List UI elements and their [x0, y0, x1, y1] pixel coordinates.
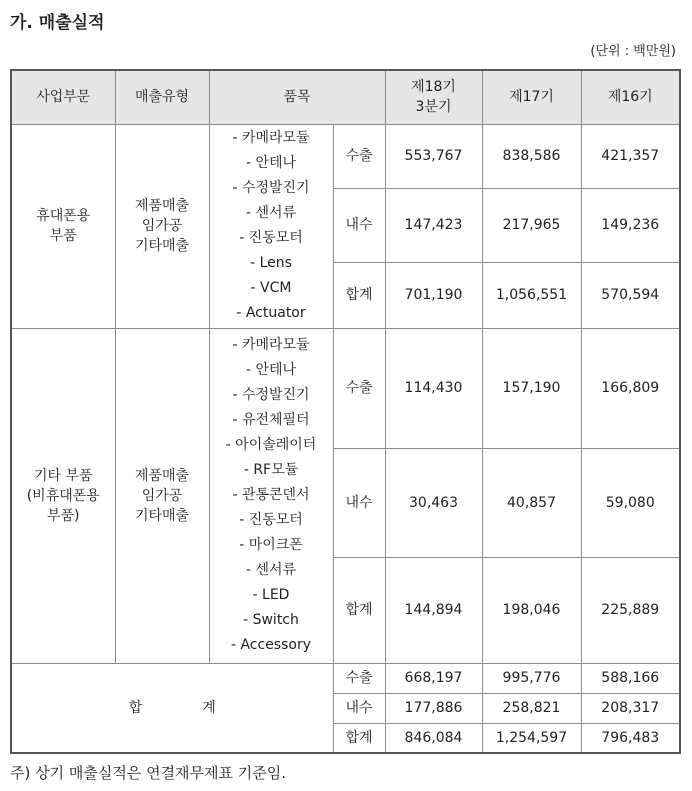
list-item: - 카메라모듈: [232, 130, 310, 146]
value-p16: 208,317: [581, 693, 680, 723]
value-p16: 421,357: [581, 124, 680, 188]
list-item: - 센서류: [245, 205, 297, 221]
row-label: 합계: [333, 262, 385, 328]
list-item: - 안테나: [245, 155, 297, 171]
list-item: - 안테나: [245, 362, 297, 378]
sales-type-cell: [115, 328, 209, 663]
table-row: [11, 124, 680, 188]
total-label-right: 계: [202, 699, 216, 716]
list-item: - Accessory: [230, 637, 312, 653]
list-item: - 진동모터: [239, 230, 303, 246]
total-label-cell: [11, 663, 333, 753]
list-item: - 카메라모듈: [232, 337, 310, 353]
row-label: 합계: [333, 557, 385, 663]
unit-label: (단위 : 백만원): [590, 44, 676, 59]
total-label-left: 합: [128, 699, 143, 716]
table-row: [11, 663, 680, 693]
value-p17: 838,586: [482, 124, 581, 188]
header-segment: 사업부문: [11, 70, 115, 124]
header-p18: [385, 70, 482, 124]
row-label: 내수: [333, 693, 385, 723]
value-p18: 144,894: [385, 557, 482, 663]
segment-cell: [11, 328, 115, 663]
value-p18: 147,423: [385, 188, 482, 262]
value-p18: 114,430: [385, 328, 482, 448]
value-p18: 30,463: [385, 448, 482, 557]
value-p16: 166,809: [581, 328, 680, 448]
type-line: 임가공: [141, 218, 183, 234]
row-label: 수출: [333, 663, 385, 693]
list-item: - 수정발진기: [232, 387, 310, 403]
type-line: 기타매출: [134, 238, 190, 254]
list-item: - 아이솔레이터: [225, 437, 317, 453]
value-p16: 149,236: [581, 188, 680, 262]
value-p16: 225,889: [581, 557, 680, 663]
list-item: - 유전체필터: [232, 412, 310, 428]
section-title: 가. 매출실적: [10, 13, 105, 33]
value-p18: 668,197: [385, 663, 482, 693]
value-p16: 570,594: [581, 262, 680, 328]
header-p18-line1: 제18기: [411, 79, 456, 96]
items-cell: [209, 124, 333, 328]
value-p16: 588,166: [581, 663, 680, 693]
row-label: 수출: [333, 124, 385, 188]
list-item: - Switch: [243, 612, 299, 628]
list-item: - 마이크폰: [239, 537, 303, 553]
sales-table: [10, 69, 681, 754]
row-label: 합계: [333, 723, 385, 753]
segment-line: 부품: [49, 228, 77, 244]
value-p17: 40,857: [482, 448, 581, 557]
value-p18: 846,084: [385, 723, 482, 753]
sales-type-cell: [115, 124, 209, 328]
type-line: 임가공: [141, 487, 183, 504]
header-p16: 제16기: [581, 70, 680, 124]
value-p17: 217,965: [482, 188, 581, 262]
header-p17: 제17기: [482, 70, 581, 124]
footnote: 주) 상기 매출실적은 연결재무제표 기준임.: [10, 764, 287, 782]
value-p18: 553,767: [385, 124, 482, 188]
row-label: 수출: [333, 328, 385, 448]
list-item: - 관통콘덴서: [232, 487, 310, 503]
list-item: - Actuator: [236, 305, 306, 321]
header-p18-line2: 3분기: [415, 99, 452, 116]
list-item: - RF모듈: [243, 462, 299, 478]
list-item: - LED: [252, 587, 290, 603]
list-item: - VCM: [250, 280, 292, 296]
segment-cell: [11, 124, 115, 328]
list-item: - 진동모터: [239, 512, 303, 528]
header-sales-type: 매출유형: [115, 70, 209, 124]
type-line: 기타매출: [134, 507, 190, 524]
value-p17: 1,056,551: [482, 262, 581, 328]
value-p18: 177,886: [385, 693, 482, 723]
value-p16: 796,483: [581, 723, 680, 753]
value-p16: 59,080: [581, 448, 680, 557]
list-item: - Lens: [250, 255, 292, 271]
value-p17: 258,821: [482, 693, 581, 723]
value-p17: 995,776: [482, 663, 581, 693]
value-p18: 701,190: [385, 262, 482, 328]
segment-line: 휴대폰용: [36, 208, 91, 224]
row-label: 내수: [333, 188, 385, 262]
list-item: - 센서류: [245, 562, 297, 578]
header-items: 품목: [209, 70, 385, 124]
table-row: [11, 328, 680, 448]
row-label: 내수: [333, 448, 385, 557]
list-item: - 수정발진기: [232, 180, 310, 196]
value-p17: 157,190: [482, 328, 581, 448]
segment-line: (비휴대폰용: [26, 487, 100, 504]
value-p17: 1,254,597: [482, 723, 581, 753]
header-row: [11, 70, 680, 124]
type-line: 제품매출: [134, 467, 190, 484]
items-cell: [209, 328, 333, 663]
type-line: 제품매출: [134, 198, 190, 214]
segment-line: 부품): [46, 507, 80, 524]
value-p17: 198,046: [482, 557, 581, 663]
segment-line: 기타 부품: [33, 467, 93, 484]
